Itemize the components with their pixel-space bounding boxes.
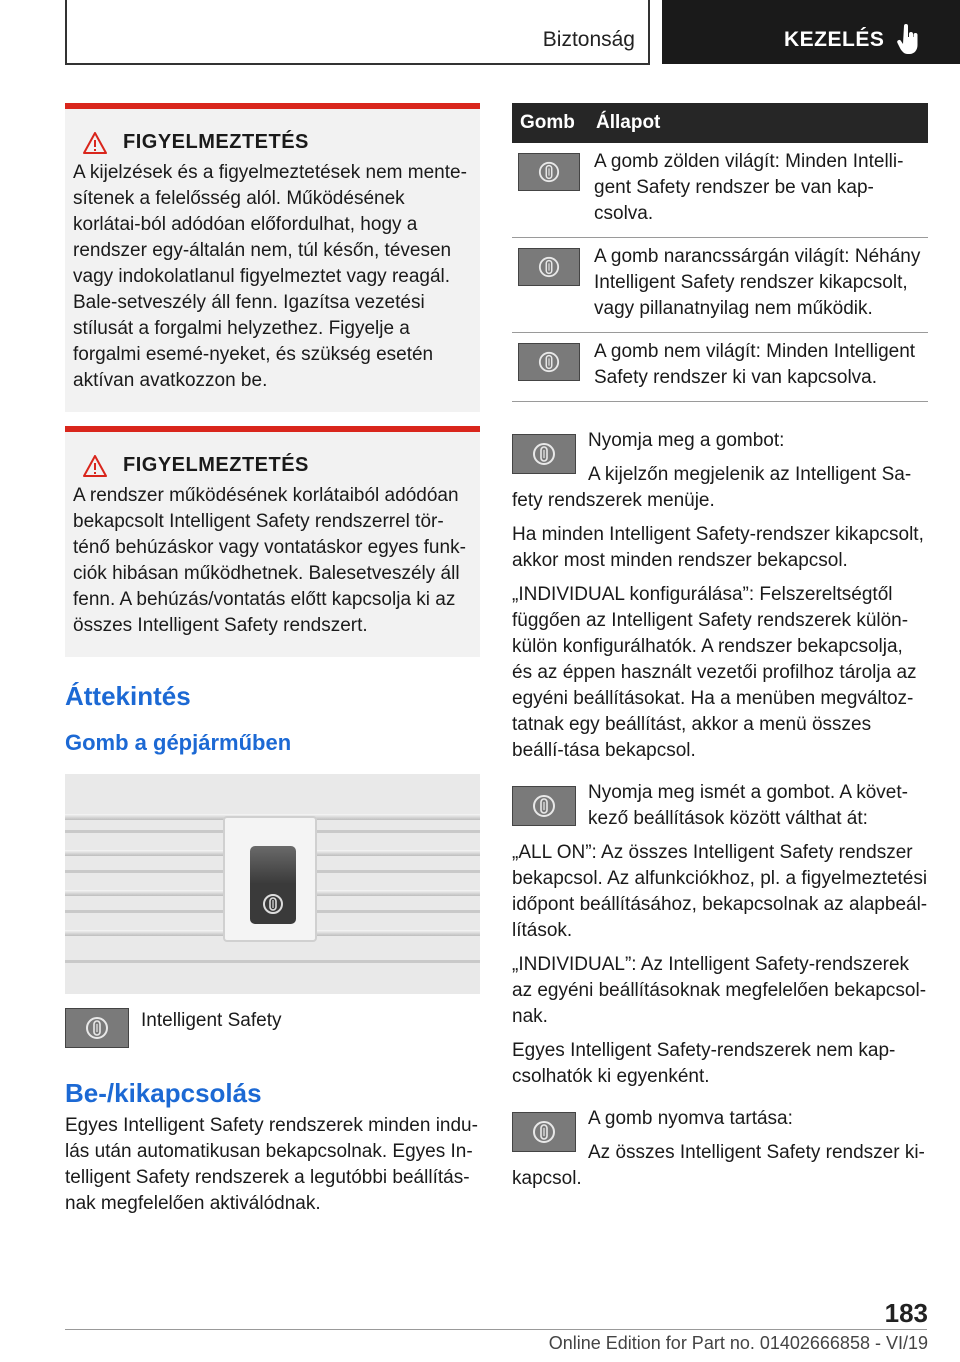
table-row xyxy=(512,238,928,333)
edition-note: Online Edition for Part no. 01402666858 - VI/19 xyxy=(548,1333,928,1353)
warning-text: A rendszer működésének korlátaiból adódóan bekapcsolt Intelligent Safety rendszerrel tör-ténő behúzáskor vagy vontatáskor egyes funk-ciók hibásan működhetnek. Balesetveszély áll fenn. A behúzás/vontatás előtt kapcsolja ki az összes Intelligent Safety rendszert. xyxy=(73,485,466,636)
chapter-tab-label: KEZELÉS xyxy=(784,28,885,51)
table-cell-status: A gomb zölden világít: Minden Intelli-gent Safety rendszer be van kap-csolva. xyxy=(588,143,928,238)
switch-on-off-text: Egyes Intelligent Safety rendszerek minden indu-lás után automatikusan bekapcsolnak. Egyes In-telligent Safety rendszerek a legutóbbi beállítás-nak megfelelően aktiválódnak. xyxy=(65,1115,478,1214)
table-row xyxy=(512,143,928,238)
intelligent-safety-button-icon xyxy=(512,434,576,474)
safety-shield-icon xyxy=(532,442,556,466)
button-status-table xyxy=(512,103,928,402)
warning-text: A kijelzések és a figyelmeztetések nem mente-sítenek a felelősség alól. Működésének korlátai-ból adódóan előfordulhat, hogy a rendszer egy-általán nem, túl későn, tévesen vagy indokolatlanul figyelmeztet vagy reagál. Bale-setveszély áll fenn. Igazítsa vezetési stílusát a forgalmi helyzethez. Figyelje a forgalmi esemé-nyeket, és szükség esetén aktívan avatkozzon be. xyxy=(73,162,467,391)
table-cell-status: A gomb narancssárgán világít: Néhány Intelligent Safety rendszer kikapcsolt, vagy pillanatnyilag nem működik. xyxy=(588,238,928,333)
intelligent-safety-button-icon xyxy=(518,153,580,191)
section-title: Biztonság xyxy=(542,28,635,51)
table-header-button: Gomb xyxy=(512,103,588,143)
footer-rule xyxy=(65,1329,927,1330)
pointing-hand-icon xyxy=(896,24,920,56)
intelligent-safety-button-icon xyxy=(518,248,580,286)
table-header-status: Állapot xyxy=(588,103,928,143)
right-column xyxy=(512,103,928,1200)
warning-title: FIGYELMEZTETÉS xyxy=(123,454,309,476)
intelligent-safety-button-icon xyxy=(65,1008,129,1048)
heading-overview: Áttekintés xyxy=(65,681,191,711)
vehicle-button-photo xyxy=(65,774,480,994)
paragraph: Ha minden Intelligent Safety-rendszer kikapcsolt, akkor most minden rendszer bekapcsol. xyxy=(512,524,924,571)
intelligent-safety-button-icon xyxy=(518,343,580,381)
button-caption-row xyxy=(65,1008,480,1048)
step-press-button xyxy=(512,428,928,514)
table-row xyxy=(512,333,928,402)
step-result-text: A kijelzőn megjelenik az Intelligent Sa-fety rendszerek menüje. xyxy=(512,464,912,511)
chapter-tab[interactable] xyxy=(662,0,960,64)
warning-heading xyxy=(73,454,472,477)
safety-shield-icon xyxy=(532,794,556,818)
step-hold-button xyxy=(512,1106,928,1192)
subheading-button-in-vehicle: Gomb a gépjárműben xyxy=(65,730,292,755)
warning-box xyxy=(65,426,480,657)
intelligent-safety-button-icon xyxy=(512,786,576,826)
warning-title: FIGYELMEZTETÉS xyxy=(123,131,309,153)
safety-shield-icon xyxy=(532,1120,556,1144)
paragraph: „INDIVIDUAL”: Az Intelligent Safety-rendszerek az egyéni beállításoknak megfelelően bekapcsol-nak. xyxy=(512,954,927,1027)
step-text: A gomb nyomva tartása: xyxy=(588,1108,793,1129)
left-column xyxy=(65,103,480,1225)
intelligent-safety-button-photo xyxy=(250,884,296,924)
header-rule-bottom xyxy=(65,63,650,65)
warning-triangle-icon xyxy=(83,132,107,154)
table-cell-status: A gomb nem világít: Minden Intelligent Safety rendszer ki van kapcsolva. xyxy=(588,333,928,402)
paragraph: „ALL ON”: Az összes Intelligent Safety rendszer bekapcsol. Az alfunkciókhoz, pl. a figyelmeztetési időpont beállításához, bekapcsolnak az alapbeál-lítások. xyxy=(512,842,928,941)
warning-heading xyxy=(73,131,472,154)
warning-triangle-icon xyxy=(83,455,107,477)
safety-shield-icon xyxy=(538,256,560,278)
safety-shield-icon xyxy=(538,161,560,183)
paragraph: Egyes Intelligent Safety-rendszerek nem kap-csolhatók ki egyenként. xyxy=(512,1040,896,1087)
step-press-again xyxy=(512,780,928,832)
safety-shield-icon xyxy=(538,351,560,373)
safety-shield-icon xyxy=(85,1016,109,1040)
warning-box xyxy=(65,103,480,412)
paragraph: „INDIVIDUAL konfigurálása”: Felszereltségtől függően az Intelligent Safety rendszerek külön-külön konfigurálhatók. A rendszer bekapcsolja, és az éppen használt vezetői profilhoz tárolja az egyéni beállításokat. Ha a menüben megváltoz-tatnak egy beállítást, akkor a menü összes beállí-tása bekapcsol. xyxy=(512,584,917,761)
intelligent-safety-button-icon xyxy=(512,1112,576,1152)
header-rule-right xyxy=(648,0,650,64)
header-rule-left xyxy=(65,0,67,64)
heading-switch-on-off: Be-/kikapcsolás xyxy=(65,1078,262,1108)
page-number: 183 xyxy=(884,1298,928,1328)
safety-shield-icon xyxy=(262,893,284,915)
button-caption: Intelligent Safety xyxy=(141,1010,282,1031)
step-text: Nyomja meg ismét a gombot. A követ-kező beállítások között válthat át: xyxy=(588,782,908,829)
step-text: Nyomja meg a gombot: xyxy=(588,430,785,451)
step-result-text: Az összes Intelligent Safety rendszer ki-kapcsol. xyxy=(512,1142,925,1189)
